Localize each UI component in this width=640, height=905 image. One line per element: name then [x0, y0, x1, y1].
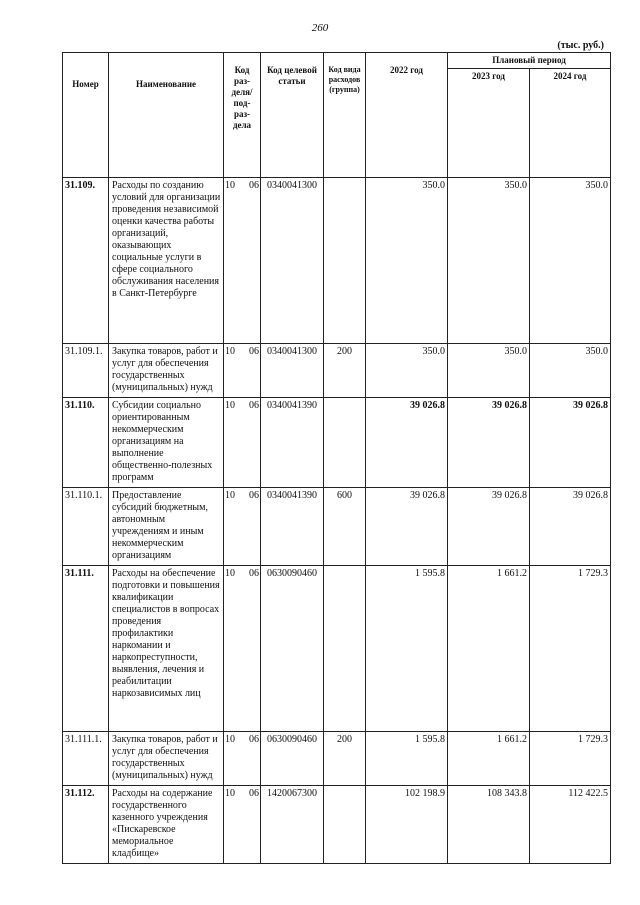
row-name: Субсидии социально ориентированным некоммерческим организациям на выполнение общественно-полезных программ	[109, 398, 224, 488]
table-row	[63, 178, 611, 344]
row-2023: 39 026.8	[448, 488, 530, 566]
row-2022: 1 595.8	[366, 566, 448, 732]
row-number: 31.110.	[63, 398, 109, 488]
row-target: 0340041390	[261, 488, 324, 566]
row-name: Расходы на содержание государственного казенного учреждения «Пискаревское мемориальное кладбище»	[109, 786, 224, 864]
row-target: 0340041300	[261, 178, 324, 344]
header-2023: 2023 год	[448, 69, 530, 178]
row-section: 10 06	[224, 566, 261, 732]
row-target: 0340041390	[261, 398, 324, 488]
row-2023: 350.0	[448, 344, 530, 398]
table-row	[63, 786, 611, 864]
header-2024: 2024 год	[530, 69, 611, 178]
row-2024: 112 422.5	[530, 786, 611, 864]
row-target: 0630090460	[261, 566, 324, 732]
row-2023: 39 026.8	[448, 398, 530, 488]
row-name: Расходы по созданию условий для организации проведения независимой оценки качества работы организаций, оказывающих социальные услуги в сфере социального обслуживания населения в Санкт-Петербурге	[109, 178, 224, 344]
row-exp-type: 200	[324, 732, 366, 786]
header-2022: 2022 год	[366, 53, 448, 178]
row-number: 31.109.	[63, 178, 109, 344]
header-exp-type: Код вида расходов (группа)	[324, 53, 366, 178]
row-section: 10 06	[224, 732, 261, 786]
row-name: Закупка товаров, работ и услуг для обеспечения государственных (муниципальных) нужд	[109, 732, 224, 786]
row-2024: 350.0	[530, 178, 611, 344]
row-2022: 39 026.8	[366, 398, 448, 488]
page-number: 260	[311, 22, 329, 34]
row-exp-type	[324, 566, 366, 732]
row-exp-type	[324, 178, 366, 344]
row-target: 1420067300	[261, 786, 324, 864]
budget-table	[62, 52, 611, 864]
row-2024: 1 729.3	[530, 566, 611, 732]
table-row	[63, 566, 611, 732]
row-2024: 39 026.8	[530, 488, 611, 566]
row-2023: 1 661.2	[448, 732, 530, 786]
header-target: Код целевой статьи	[261, 53, 324, 178]
row-section: 10 06	[224, 178, 261, 344]
header-number: Номер	[63, 53, 109, 178]
units-label: (тыс. руб.)	[557, 40, 604, 51]
row-exp-type	[324, 398, 366, 488]
row-number: 31.111.1.	[63, 732, 109, 786]
header-planned-period: Плановый период	[448, 53, 611, 69]
row-section: 10 06	[224, 398, 261, 488]
row-name: Предоставление субсидий бюджетным, автономным учреждениям и иным некоммерческим организациям	[109, 488, 224, 566]
row-target: 0630090460	[261, 732, 324, 786]
row-number: 31.109.1.	[63, 344, 109, 398]
row-2022: 39 026.8	[366, 488, 448, 566]
row-2022: 350.0	[366, 344, 448, 398]
row-2024: 39 026.8	[530, 398, 611, 488]
row-2023: 1 661.2	[448, 566, 530, 732]
row-target: 0340041300	[261, 344, 324, 398]
row-section: 10 06	[224, 344, 261, 398]
row-exp-type: 200	[324, 344, 366, 398]
row-2022: 102 198.9	[366, 786, 448, 864]
table-row	[63, 398, 611, 488]
row-2023: 108 343.8	[448, 786, 530, 864]
header-section: Код раз-деля/ под-раз-дела	[224, 53, 261, 178]
header-name: Наименование	[109, 53, 224, 178]
table-row	[63, 488, 611, 566]
row-section: 10 06	[224, 488, 261, 566]
row-2022: 1 595.8	[366, 732, 448, 786]
row-number: 31.110.1.	[63, 488, 109, 566]
row-number: 31.112.	[63, 786, 109, 864]
row-name: Закупка товаров, работ и услуг для обеспечения государственных (муниципальных) нужд	[109, 344, 224, 398]
row-exp-type: 600	[324, 488, 366, 566]
row-2024: 350.0	[530, 344, 611, 398]
row-section: 10 06	[224, 786, 261, 864]
row-number: 31.111.	[63, 566, 109, 732]
row-exp-type	[324, 786, 366, 864]
table-row	[63, 344, 611, 398]
row-2023: 350.0	[448, 178, 530, 344]
row-2024: 1 729.3	[530, 732, 611, 786]
row-name: Расходы на обеспечение подготовки и повышения квалификации специалистов в вопросах проведения профилактики наркомании и наркопреступности, выявления, лечения и реабилитации наркозависимых лиц	[109, 566, 224, 732]
row-2022: 350.0	[366, 178, 448, 344]
table-row	[63, 732, 611, 786]
